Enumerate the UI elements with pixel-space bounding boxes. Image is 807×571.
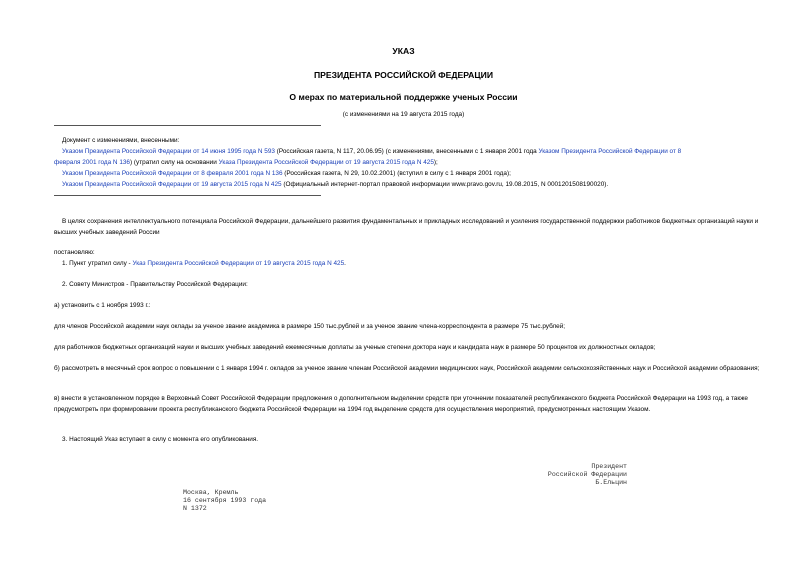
clause-2b: б) рассмотреть в месячный срок вопрос о повышении с 1 января 1994 г. окладов за ученое звание членам Российской академии медицинских наук, Российской академии сельскохозяйственных наук и Российской академии образования; — [54, 365, 760, 372]
decree-subject-title: О мерах по материальной поддержке ученых России — [289, 92, 518, 102]
doc-type-title: УКАЗ — [392, 46, 415, 56]
signature-name: Б.Ельцин — [595, 479, 627, 486]
amendments-heading: Документ с изменениями, внесенными: — [62, 137, 180, 144]
signature-country: Российской Федерации — [547, 471, 627, 478]
clause-2a: а) установить с 1 ноября 1993 г.: — [54, 302, 151, 309]
decreed-word: постановляю: — [54, 249, 95, 256]
amended-note: (с изменениями на 19 августа 2015 года) — [342, 111, 465, 118]
clause-2a-degree-bonus: для работников бюджетных организаций науки и высших учебных заведений ежемесячные доплаты за ученые степени доктора наук и кандидата наук в размере 50 процентов их должностных окладов; — [54, 344, 656, 351]
clause-3: 3. Настоящий Указ вступает в силу с момента его опубликования. — [62, 436, 259, 443]
amendment-link-136-part-2[interactable]: февраля 2001 года N 136 — [54, 159, 130, 166]
amendment-item-2 — [62, 168, 511, 179]
clause-1-link-425[interactable]: Указ Президента Российской Федерации от 19 августа 2015 года N 425 — [132, 260, 345, 267]
clause-1-text: 1. Пункт утратил силу - — [62, 260, 133, 267]
amendment-text: (Российская газета, N 117, 20.06.95) (с изменениями, внесенными с 1 января 2001 года — [274, 148, 539, 155]
amendment-link-425[interactable]: Указом Президента Российской Федерации от 19 августа 2015 года N 425 — [62, 181, 282, 188]
date: 16 сентября 1993 года — [183, 497, 267, 504]
amendment-item-3 — [62, 179, 608, 190]
amendment-item-1-line-2 — [54, 157, 438, 168]
bottom-divider — [54, 195, 321, 196]
signature-block — [500, 463, 627, 487]
amendment-text: ) (утратил силу на основании — [130, 159, 219, 166]
clause-2c: в) внести в установленном порядке в Верховный Совет Российской Федерации предложения о дополнительном выделении средств при уточнении показателей республиканского бюджета Российской Федерации на 1993 год, а также предусмотреть при формировании проекта республиканского бюджета Российской Федерации на 1994 год выделение средств для осуществления мероприятий, предусмотренных настоящим Указом. — [54, 395, 748, 413]
top-divider — [54, 125, 321, 126]
amendment-link-136-part-1[interactable]: Указом Президента Российской Федерации от 8 — [538, 148, 682, 155]
amendment-text: (Официальный интернет-портал правовой информации www.pravo.gov.ru, 19.08.2015, N 0001201508190020). — [281, 181, 609, 188]
place-date-block — [183, 489, 266, 513]
clause-1 — [62, 258, 346, 269]
amendment-link-136[interactable]: Указом Президента Российской Федерации от 8 февраля 2001 года N 136 — [62, 170, 283, 177]
clause-2: 2. Совету Министров - Правительству Российской Федерации: — [62, 281, 248, 288]
preamble-paragraph: В целях сохранения интеллектуального потенциала Российской Федерации, дальнейшего развития фундаментальных и прикладных исследований и усиления государственной поддержки работников бюджетных организаций науки и высших учебных заведений России — [54, 218, 759, 236]
clause-1-end: . — [344, 260, 346, 267]
issuer-title: ПРЕЗИДЕНТА РОССИЙСКОЙ ФЕДЕРАЦИИ — [313, 70, 494, 80]
amendment-item-1-line-1 — [54, 146, 681, 157]
amendment-text: (Российская газета, N 29, 10.02.2001) (вступил в силу с 1 января 2001 года); — [282, 170, 511, 177]
amendment-link-425[interactable]: Указа Президента Российской Федерации от 19 августа 2015 года N 425 — [218, 159, 434, 166]
signature-title: Президент — [591, 463, 627, 470]
amendment-text: ); — [433, 159, 438, 166]
amendment-link-593[interactable]: Указом Президента Российской Федерации от 14 июня 1995 года N 593 — [62, 148, 275, 155]
place: Москва, Кремль — [183, 489, 239, 496]
decree-number: N 1372 — [183, 505, 207, 512]
clause-2a-academicians: для членов Российской академии наук оклады за ученое звание академика в размере 150 тыс.рублей и за ученое звание члена-корреспондента в размере 75 тыс.рублей; — [54, 323, 566, 330]
